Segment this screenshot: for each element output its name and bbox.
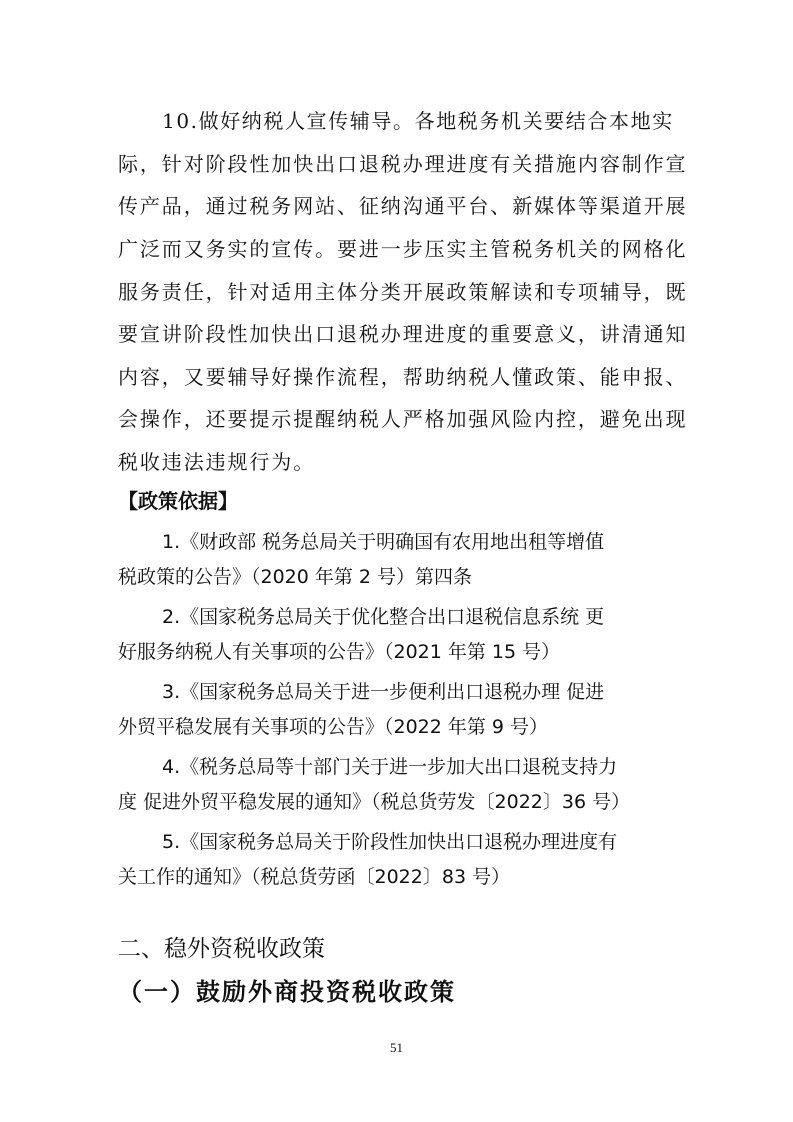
policy-basis-line: 3.《国家税务总局关于进一步便利出口退税办理 促进 xyxy=(162,681,605,703)
policy-basis-line: 2.《国家税务总局关于优化整合出口退税信息系统 更 xyxy=(162,606,605,628)
policy-basis-line: 税政策的公告》（2020 年第 2 号）第四条 xyxy=(118,566,473,588)
subsection-heading: （一）鼓励外商投资税收政策 xyxy=(118,978,456,1006)
policy-basis-line: 关工作的通知》（税总货劳函〔2022〕83 号） xyxy=(118,866,511,888)
policy-basis-line: 5.《国家税务总局关于阶段性加快出口退税办理进度有 xyxy=(162,831,618,853)
paragraph-line: 内容，又要辅导好操作流程，帮助纳税人懂政策、能申报、 xyxy=(118,365,688,389)
policy-basis-line: 好服务纳税人有关事项的公告》（2021 年第 15 号） xyxy=(118,641,561,663)
policy-basis-line: 4.《税务总局等十部门关于进一步加大出口退税支持力 xyxy=(162,756,618,778)
paragraph-line: 服务责任，针对适用主体分类开展政策解读和专项辅导，既 xyxy=(118,280,688,304)
paragraph-line: 10.做好纳税人宣传辅导。各地税务机关要结合本地实 xyxy=(162,109,674,133)
paragraph-line: 会操作，还要提示提醒纳税人严格加强风险内控，避免出现 xyxy=(118,407,688,431)
paragraph-line: 要宣讲阶段性加快出口退税办理进度的重要意义，讲清通知 xyxy=(118,322,688,346)
section-heading: 二、稳外资税收政策 xyxy=(118,936,325,962)
paragraph-line: 际，针对阶段性加快出口退税办理进度有关措施内容制作宣 xyxy=(118,152,688,176)
paragraph-line: 税收违法违规行为。 xyxy=(118,450,316,474)
policy-basis-heading: 【政策依据】 xyxy=(118,489,238,513)
paragraph-line: 传产品，通过税务网站、征纳沟通平台、新媒体等渠道开展 xyxy=(118,194,688,218)
policy-basis-line: 1.《财政部 税务总局关于明确国有农用地出租等增值 xyxy=(162,531,605,553)
policy-basis-line: 外贸平稳发展有关事项的公告》（2022 年第 9 号） xyxy=(118,716,549,738)
policy-basis-line: 度 促进外贸平稳发展的通知》（税总货劳发〔2022〕36 号） xyxy=(118,791,631,813)
page-number: 51 xyxy=(390,1040,403,1055)
paragraph-line: 广泛而又务实的宣传。要进一步压实主管税务机关的网格化 xyxy=(118,237,688,261)
